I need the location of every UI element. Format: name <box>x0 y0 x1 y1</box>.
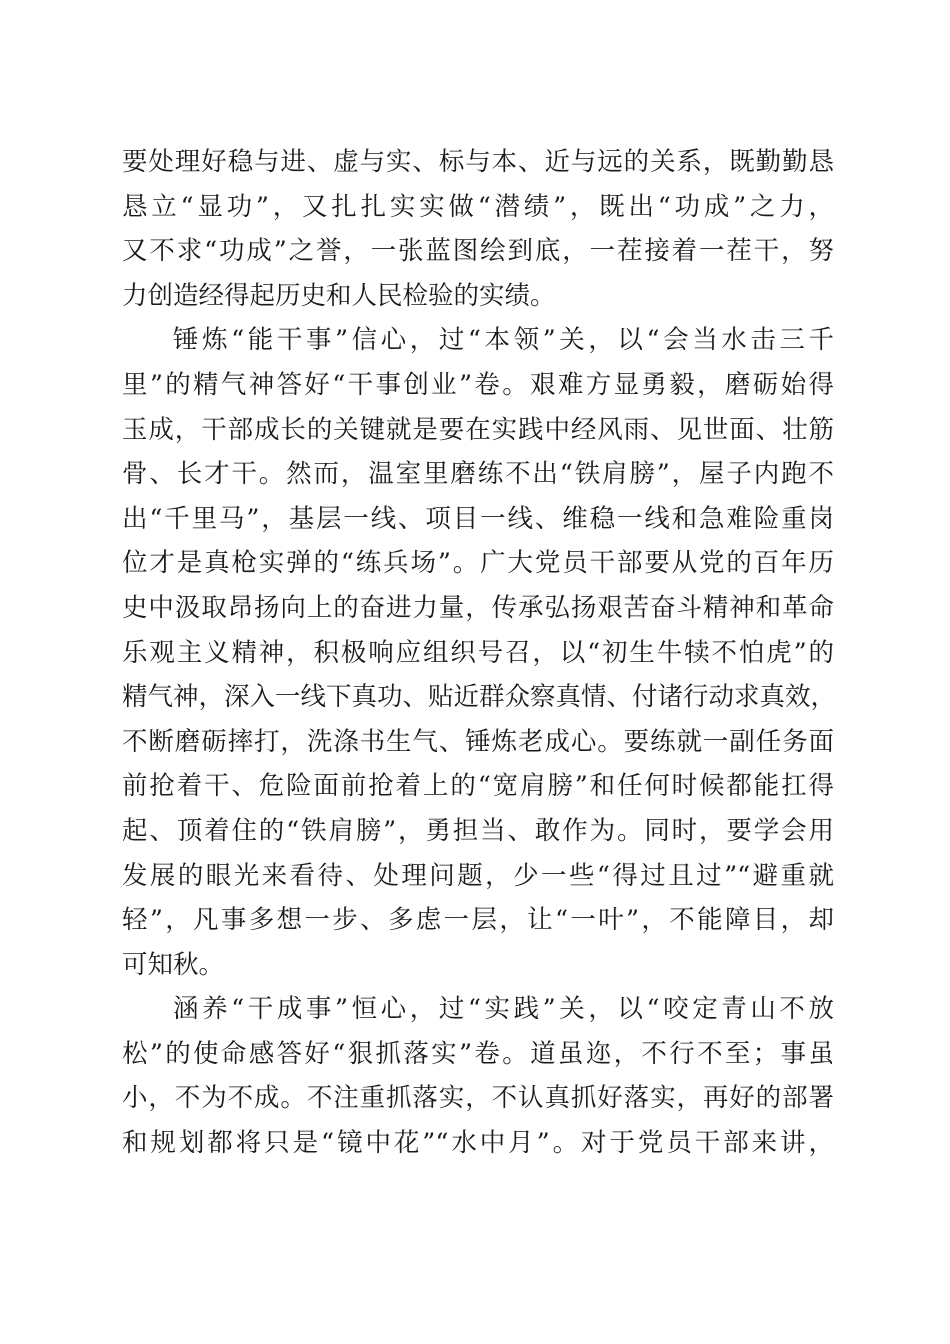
text-line: 和规划都将只是“镜中花”“水中月”。对于党员干部来讲， <box>122 1128 834 1159</box>
paragraph-3 <box>122 987 834 1165</box>
text-line: 骨、长才干。然而，温室里磨练不出“铁肩膀”，屋子内跑不 <box>122 459 834 490</box>
text-line: 精气神，深入一线下真功、贴近群众察真情、付诸行动求真效， <box>122 682 837 713</box>
paragraph-2 <box>122 318 837 987</box>
text-line: 可知秋。 <box>122 949 225 980</box>
text-line: 起、顶着住的“铁肩膀”，勇担当、敢作为。同时，要学会用 <box>122 815 834 846</box>
text-line: 又不求“功成”之誉，一张蓝图绘到底，一茬接着一茬干，努 <box>122 236 834 267</box>
paragraph-1 <box>122 140 834 318</box>
document-body <box>122 140 837 1166</box>
text-line: 涵养“干成事”恒心，过“实践”关，以“咬定青山不放 <box>173 994 834 1025</box>
text-line: 出“千里马”，基层一线、项目一线、维稳一线和急难险重岗 <box>122 503 834 534</box>
text-line: 小，不为不成。不注重抓落实，不认真抓好落实，再好的部署 <box>122 1083 834 1114</box>
text-line: 松”的使命感答好“狠抓落实”卷。道虽迩，不行不至；事虽 <box>122 1038 834 1069</box>
text-line: 锤炼“能干事”信心，过“本领”关，以“会当水击三千 <box>173 325 834 356</box>
text-line: 乐观主义精神，积极响应组织号召，以“初生牛犊不怕虎”的 <box>122 637 834 668</box>
text-line: 位才是真枪实弹的“练兵场”。广大党员干部要从党的百年历 <box>122 548 834 579</box>
text-line: 前抢着干、危险面前抢着上的“宽肩膀”和任何时候都能扛得 <box>122 771 834 802</box>
text-line: 不断磨砺摔打，洗涤书生气、锤炼老成心。要练就一副任务面 <box>122 726 834 757</box>
text-line: 恳立“显功”，又扎扎实实做“潜绩”，既出“功成”之力， <box>122 191 834 222</box>
text-line: 里”的精气神答好“干事创业”卷。艰难方显勇毅，磨砺始得 <box>122 369 834 400</box>
text-line: 发展的眼光来看待、处理问题，少一些“得过且过”“避重就 <box>122 860 834 891</box>
text-line: 史中汲取昂扬向上的奋进力量，传承弘扬艰苦奋斗精神和革命 <box>122 592 834 623</box>
text-line: 玉成，干部成长的关键就是要在实践中经风雨、见世面、壮筋 <box>122 414 834 445</box>
text-line: 力创造经得起历史和人民检验的实绩。 <box>122 280 556 311</box>
text-line: 轻”，凡事多想一步、多虑一层，让“一叶”，不能障目，却 <box>122 905 834 936</box>
text-line: 要处理好稳与进、虚与实、标与本、近与远的关系，既勤勤恳 <box>122 147 834 177</box>
